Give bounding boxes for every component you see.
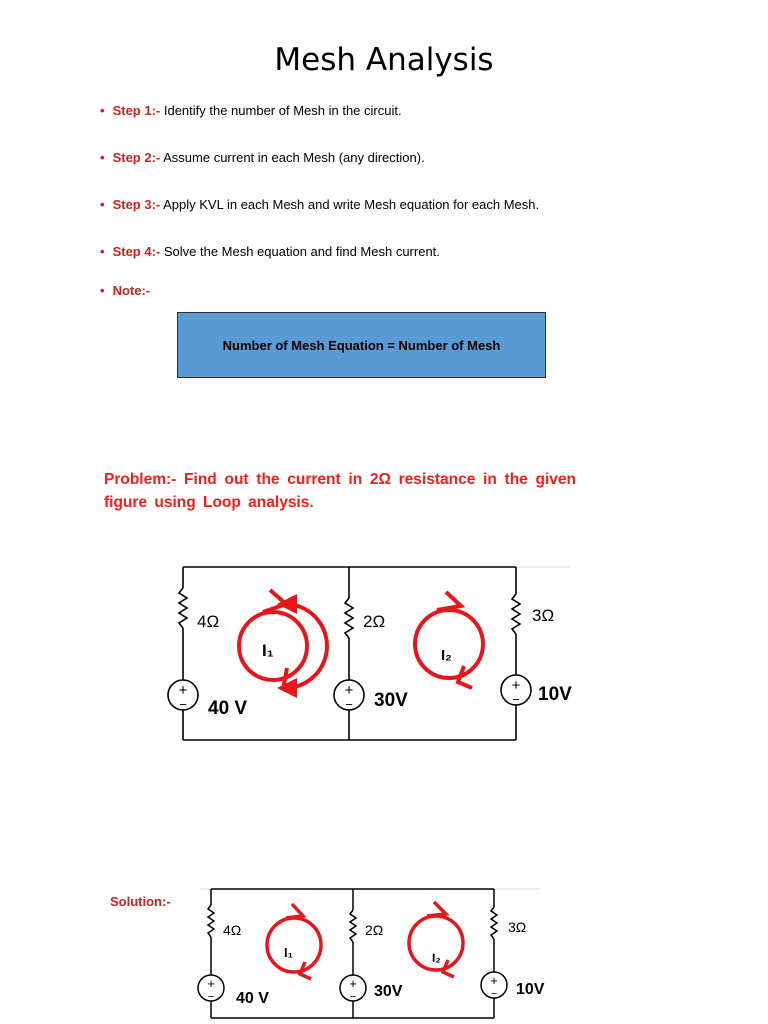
solution-label: Solution:- [110, 894, 171, 909]
source-label-30v: 30V [374, 983, 403, 1000]
plus-sign: + [207, 976, 215, 991]
resistor-label-4ohm: 4Ω [197, 612, 220, 631]
mesh-loop-1 [267, 918, 321, 972]
note-box-text: Number of Mesh Equation = Number of Mesh [222, 337, 501, 353]
minus-sign: − [490, 988, 498, 1000]
minus-sign: − [345, 697, 353, 712]
mesh-current-i2: I₂ [441, 647, 452, 664]
source-label-10v: 10V [538, 684, 572, 705]
step-label: Step 1:- [112, 103, 161, 118]
minus-sign: − [512, 692, 520, 707]
bullet-icon: • [100, 103, 105, 118]
mesh-current-i1: I₁ [284, 945, 293, 960]
source-label-40v: 40 V [236, 990, 269, 1007]
step-label: Step 4:- [112, 244, 161, 259]
minus-sign: − [207, 991, 215, 1003]
step-text: Apply KVL in each Mesh and write Mesh equation for each Mesh. [160, 197, 540, 212]
source-label-10v: 10V [516, 981, 545, 998]
resistor-icon [491, 907, 497, 939]
step-text: Assume current in each Mesh (any direction). [160, 150, 425, 165]
page-title: Mesh Analysis [274, 42, 494, 78]
step-text: Identify the number of Mesh in the circuit. [160, 103, 402, 118]
plus-sign: + [178, 682, 188, 699]
resistor-label-3ohm: 3Ω [532, 606, 555, 625]
circuit-diagram-problem [168, 567, 572, 740]
plus-sign: + [344, 682, 354, 699]
plus-sign: + [511, 677, 521, 694]
minus-sign: − [179, 697, 187, 712]
circuit-diagram-solution [198, 889, 545, 1018]
step-label: Step 3:- [112, 197, 161, 212]
resistor-label-2ohm: 2Ω [365, 922, 384, 938]
plus-sign: + [490, 973, 498, 988]
mesh-loop-2 [415, 610, 483, 678]
source-label-40v: 40 V [208, 698, 248, 719]
bullet-icon: • [100, 197, 105, 212]
resistor-icon [345, 598, 353, 638]
step-text: Solve the Mesh equation and find Mesh current. [160, 244, 440, 259]
bullet-icon: • [100, 244, 105, 259]
bullet-icon: • [100, 283, 105, 298]
resistor-icon [208, 905, 214, 937]
resistor-label-2ohm: 2Ω [363, 612, 386, 631]
source-label-30v: 30V [374, 690, 408, 711]
step-label: Note:- [112, 283, 151, 298]
plus-sign: + [349, 976, 357, 991]
resistor-icon [179, 588, 187, 628]
bullet-icon: • [100, 150, 105, 165]
mesh-current-i1: I₁ [262, 641, 274, 660]
mesh-current-i2: I₂ [432, 951, 441, 965]
resistor-label-3ohm: 3Ω [508, 919, 527, 935]
step-label: Step 2:- [112, 150, 161, 165]
resistor-label-4ohm: 4Ω [223, 922, 242, 938]
resistor-icon [512, 594, 520, 634]
minus-sign: − [349, 991, 357, 1003]
resistor-icon [350, 910, 356, 942]
problem-statement: Problem:- Find out the current in 2Ω resistance in the given figure using Loop analysis. [104, 471, 576, 511]
